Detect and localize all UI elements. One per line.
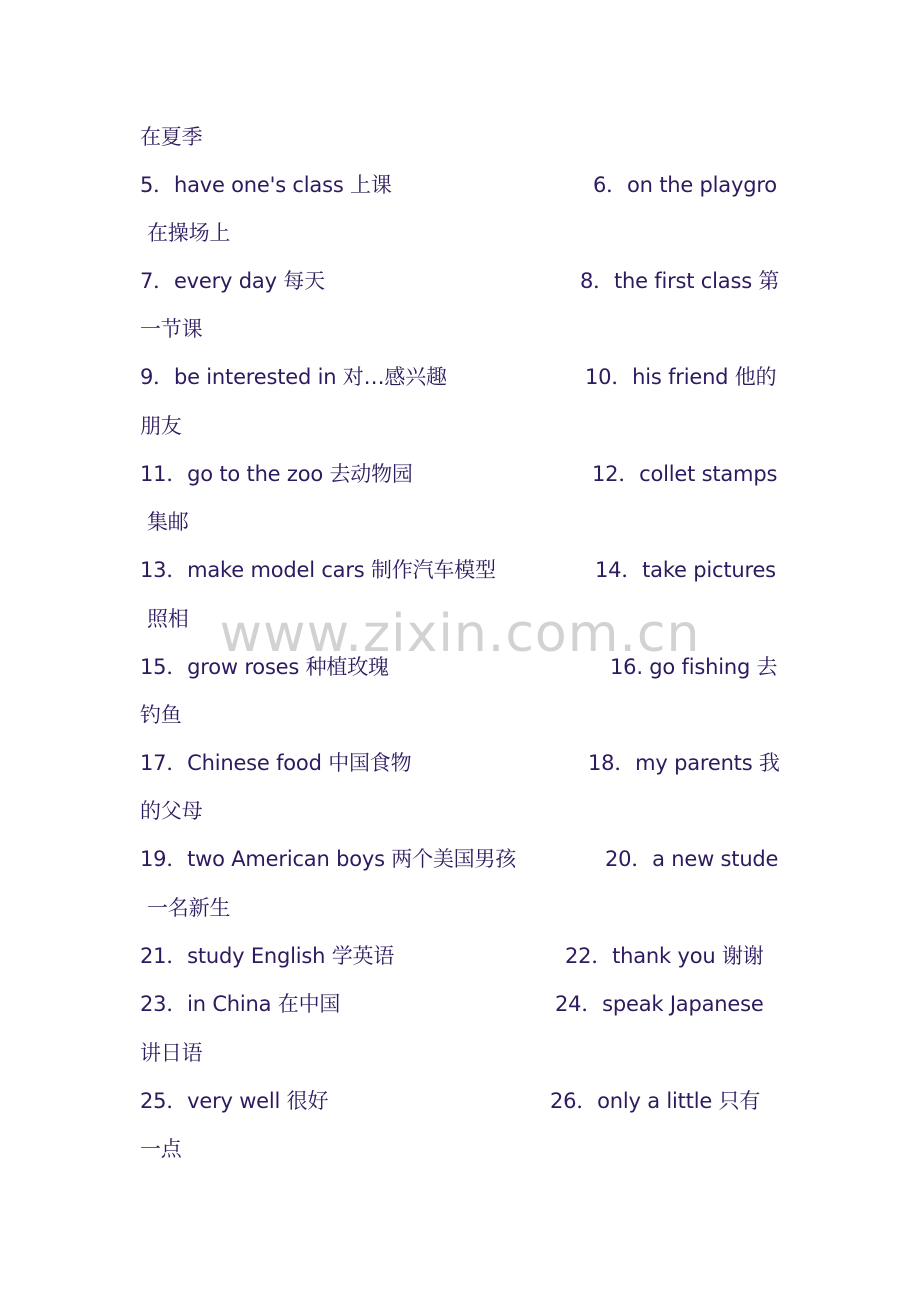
phrase-item: 23．in China 在中国 — [140, 992, 341, 1016]
text-line: 讲日语 — [140, 1041, 203, 1065]
phrase-item: 22．thank you 谢谢 — [565, 944, 764, 968]
phrase-item: 15．grow roses 种植玫瑰 — [140, 655, 389, 679]
text-line: 的父母 — [140, 799, 203, 823]
watermark: www.zixin.com.cn — [219, 604, 701, 664]
phrase-item: 10．his friend 他的 — [585, 365, 777, 389]
text-line: 钓鱼 — [140, 703, 182, 727]
phrase-item: 19．two American boys 两个美国男孩 — [140, 847, 517, 871]
text-line: 一点 — [140, 1137, 182, 1161]
phrase-item: 16. go fishing 去 — [610, 655, 778, 679]
phrase-item: 14．take pictures — [595, 558, 776, 582]
phrase-item: 20．a new stude — [605, 847, 779, 871]
text-line: 在操场上 — [147, 221, 231, 245]
phrase-item: 25．very well 很好 — [140, 1089, 329, 1113]
text-line: 在夏季 — [140, 125, 203, 149]
phrase-item: 18．my parents 我 — [588, 751, 780, 775]
text-line: 一节课 — [140, 317, 203, 341]
text-line: 一名新生 — [147, 896, 231, 920]
phrase-item: 11．go to the zoo 去动物园 — [140, 462, 413, 486]
phrase-item: 6．on the playgro — [593, 173, 777, 197]
text-line: 照相 — [147, 607, 189, 631]
phrase-item: 13．make model cars 制作汽车模型 — [140, 558, 496, 582]
phrase-item: 9．be interested in 对…感兴趣 — [140, 365, 447, 389]
text-line: 集邮 — [147, 510, 189, 534]
phrase-item: 8．the first class 第 — [580, 269, 780, 293]
phrase-item: 21．study English 学英语 — [140, 944, 395, 968]
phrase-item: 5．have one's class 上课 — [140, 173, 392, 197]
phrase-item: 17．Chinese food 中国食物 — [140, 751, 412, 775]
phrase-item: 7．every day 每天 — [140, 269, 325, 293]
text-line: 朋友 — [140, 414, 182, 438]
phrase-item: 12．collet stamps — [592, 462, 778, 486]
phrase-item: 26．only a little 只有 — [550, 1089, 761, 1113]
phrase-item: 24．speak Japanese — [555, 992, 764, 1016]
